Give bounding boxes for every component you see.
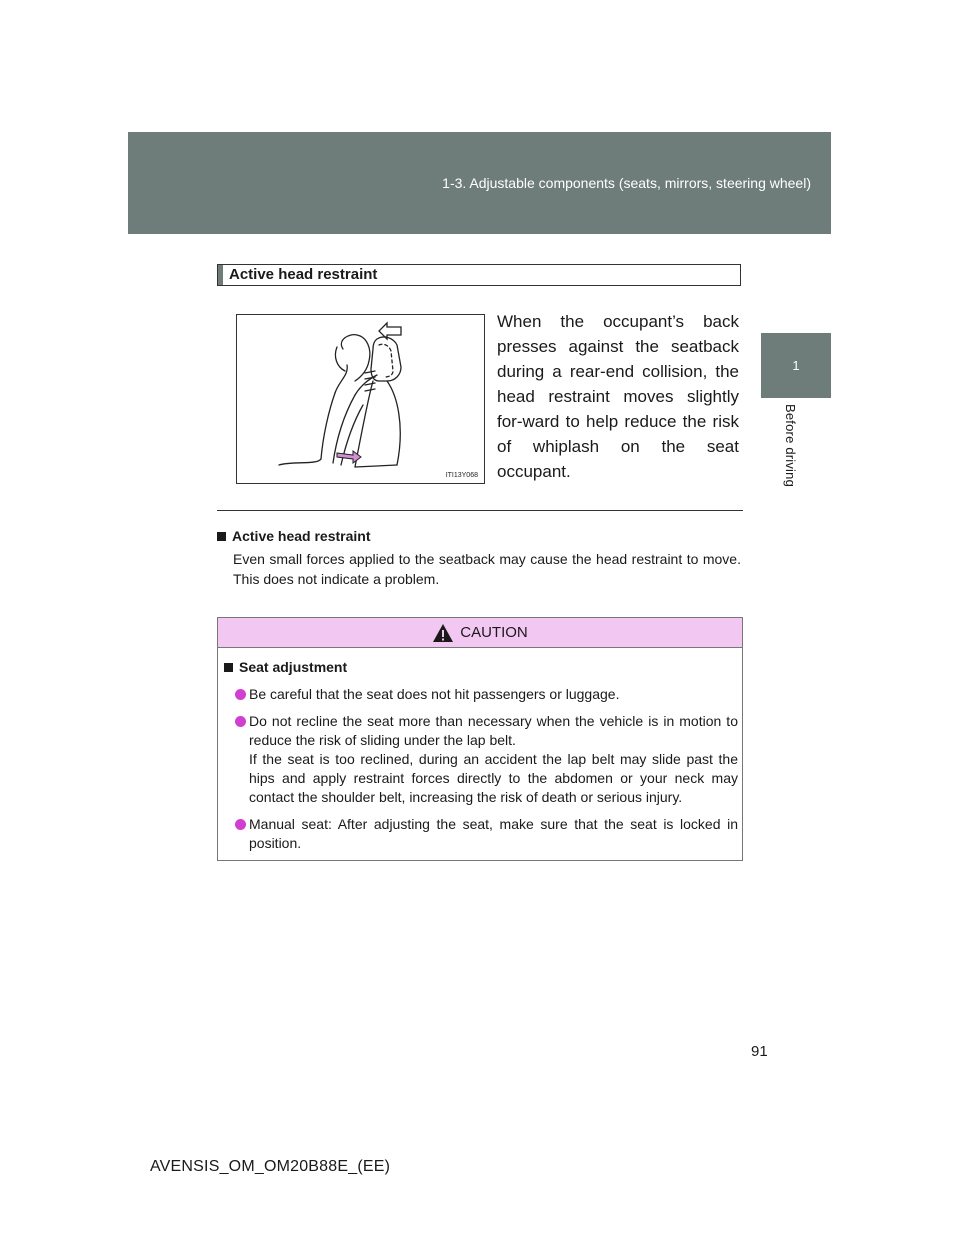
caution-title <box>224 658 738 677</box>
square-bullet-icon <box>224 663 233 672</box>
chapter-tab <box>761 333 831 398</box>
section-title: Active head restraint <box>217 264 741 286</box>
caution-box <box>217 617 743 861</box>
note-title <box>217 528 371 544</box>
breadcrumb: 1-3. Adjustable components (seats, mirrors, steering wheel) <box>442 175 811 191</box>
document-code: AVENSIS_OM_OM20B88E_(EE) <box>150 1158 391 1175</box>
caution-content <box>224 658 738 861</box>
caution-header <box>218 618 742 648</box>
bullet-dot-icon <box>235 819 246 830</box>
head-restraint-illustration <box>236 314 485 484</box>
caution-item-text: Be careful that the seat does not hit passengers or luggage. <box>249 686 620 702</box>
illustration-code: ITI13Y068 <box>445 472 478 479</box>
caution-label: CAUTION <box>460 624 528 641</box>
seat-diagram-icon <box>237 315 484 483</box>
caution-item-text: Manual seat: After adjusting the seat, make sure that the seat is locked in position. <box>249 816 738 851</box>
note-title-text: Active head restraint <box>232 528 371 544</box>
section-divider <box>217 510 743 511</box>
caution-item <box>224 712 738 807</box>
intro-paragraph: When the occupant’s back presses against the seatback during a rear-end collision, the head restraint moves slightly for-ward to help reduce the risk of whiplash on the seat occupant. <box>497 312 739 481</box>
chapter-label: Before driving <box>783 404 798 488</box>
caution-item <box>224 815 738 853</box>
warning-triangle-icon <box>432 623 454 643</box>
square-bullet-icon <box>217 532 226 541</box>
chapter-number: 1 <box>792 358 800 373</box>
caution-item-text: If the seat is too reclined, during an accident the lap belt may slide past the hips and apply restraint forces directly to the abdomen or your neck may contact the shoulder belt, increasing the risk of death or serious injury. <box>249 751 738 805</box>
bullet-dot-icon <box>235 689 246 700</box>
caution-title-text: Seat adjustment <box>239 659 348 675</box>
page-number: 91 <box>751 1043 768 1060</box>
caution-item-text: Do not recline the seat more than necessary when the vehicle is in motion to reduce the risk of sliding under the lap belt. <box>249 713 738 748</box>
caution-item <box>224 685 738 704</box>
note-body: Even small forces applied to the seatback may cause the head restraint to move. This does not indicate a problem. <box>233 551 741 587</box>
header-band <box>128 132 831 234</box>
bullet-dot-icon <box>235 716 246 727</box>
